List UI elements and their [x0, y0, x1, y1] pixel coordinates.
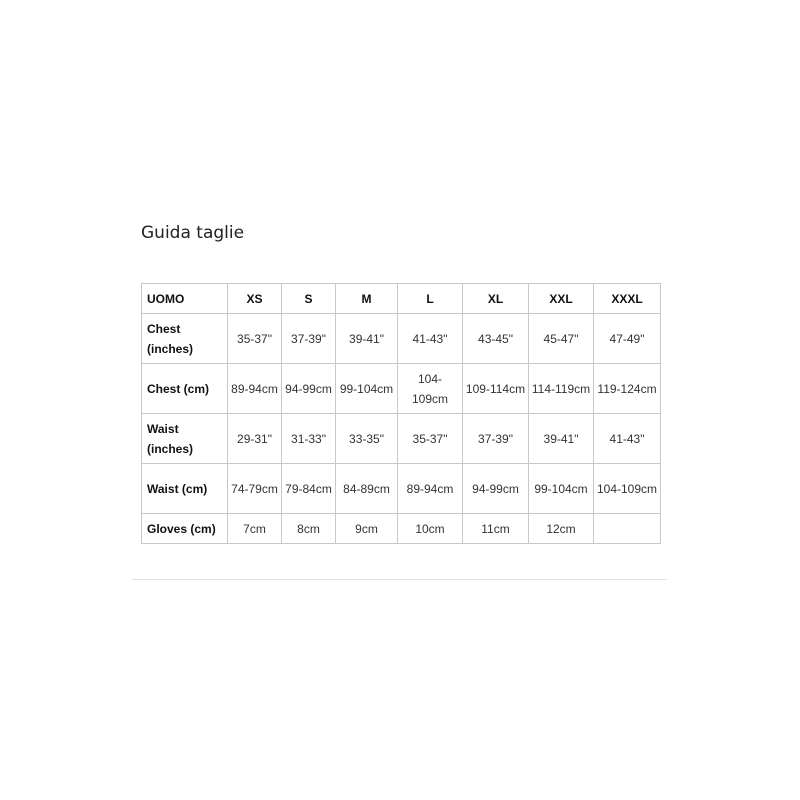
row-label: Chest (cm) — [142, 364, 228, 414]
table-cell: 94-99cm — [463, 464, 529, 514]
table-cell — [594, 514, 661, 544]
table-cell: 35-37" — [398, 414, 463, 464]
row-label: Chest (inches) — [142, 314, 228, 364]
table-row — [142, 514, 661, 544]
row-label: Gloves (cm) — [142, 514, 228, 544]
size-header: XS — [228, 284, 282, 314]
size-header: XL — [463, 284, 529, 314]
table-cell: 7cm — [228, 514, 282, 544]
size-header: L — [398, 284, 463, 314]
table-cell: 74-79cm — [228, 464, 282, 514]
table-cell: 10cm — [398, 514, 463, 544]
table-header-row — [142, 284, 661, 314]
size-header: XXXL — [594, 284, 661, 314]
section-divider — [132, 579, 667, 580]
table-row — [142, 464, 661, 514]
table-row — [142, 414, 661, 464]
size-header: XXL — [529, 284, 594, 314]
table-cell: 94-99cm — [282, 364, 336, 414]
table-cell: 37-39" — [463, 414, 529, 464]
table-cell: 43-45" — [463, 314, 529, 364]
table-cell: 109-114cm — [463, 364, 529, 414]
table-cell: 39-41" — [336, 314, 398, 364]
table-cell: 8cm — [282, 514, 336, 544]
table-cell: 119-124cm — [594, 364, 661, 414]
table-row — [142, 314, 661, 364]
table-cell: 114-119cm — [529, 364, 594, 414]
table-cell: 104-109cm — [594, 464, 661, 514]
table-cell: 79-84cm — [282, 464, 336, 514]
table-cell: 9cm — [336, 514, 398, 544]
table-cell: 84-89cm — [336, 464, 398, 514]
table-cell: 47-49" — [594, 314, 661, 364]
table-cell: 33-35" — [336, 414, 398, 464]
table-cell: 29-31" — [228, 414, 282, 464]
table-cell: 45-47" — [529, 314, 594, 364]
table-cell: 104-109cm — [398, 364, 463, 414]
table-corner-header: UOMO — [142, 284, 228, 314]
table-cell: 39-41" — [529, 414, 594, 464]
table-cell: 99-104cm — [529, 464, 594, 514]
table-cell: 41-43" — [398, 314, 463, 364]
table-cell: 89-94cm — [228, 364, 282, 414]
table-cell: 35-37" — [228, 314, 282, 364]
table-cell: 89-94cm — [398, 464, 463, 514]
table-cell: 41-43" — [594, 414, 661, 464]
table-cell: 31-33" — [282, 414, 336, 464]
table-cell: 12cm — [529, 514, 594, 544]
size-header: S — [282, 284, 336, 314]
table-cell: 11cm — [463, 514, 529, 544]
page-title: Guida taglie — [141, 223, 245, 243]
row-label: Waist (cm) — [142, 464, 228, 514]
size-chart-table — [141, 283, 661, 544]
table-row — [142, 364, 661, 414]
table-cell: 37-39" — [282, 314, 336, 364]
size-header: M — [336, 284, 398, 314]
table-cell: 99-104cm — [336, 364, 398, 414]
row-label: Waist (inches) — [142, 414, 228, 464]
